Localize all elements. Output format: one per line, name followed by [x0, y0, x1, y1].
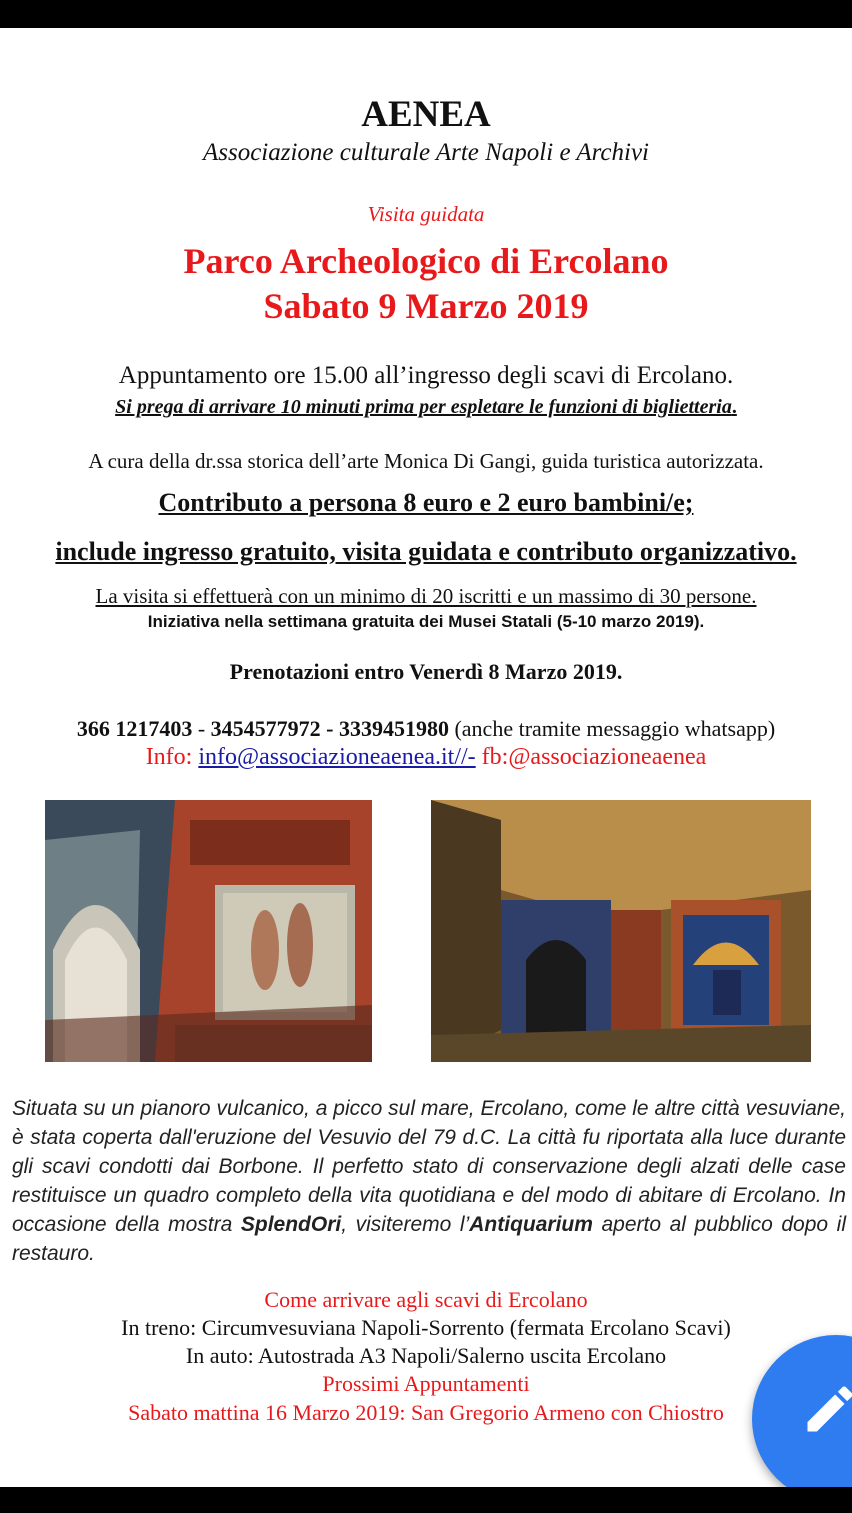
- facebook-handle: fb:@associazioneaenea: [475, 744, 707, 770]
- phone-separator: -: [320, 716, 339, 741]
- edit-pencil-icon: [800, 1379, 852, 1439]
- arrive-early-period: .: [731, 396, 737, 418]
- price-info: Contributo a persona 8 euro e 2 euro bambini/e;: [158, 488, 694, 517]
- booking-deadline: Prenotazioni entro Venerdì 8 Marzo 2019.: [229, 659, 623, 684]
- description-text-3: aperto al pubblico dopo il restauro.: [12, 1213, 846, 1265]
- phone-1[interactable]: 366 1217403: [76, 716, 193, 741]
- info-line: [0, 744, 852, 771]
- status-bar: [0, 0, 852, 28]
- includes-info: include ingresso gratuito, visita guidata e contributo organizzativo.: [55, 537, 797, 566]
- fresco-room-photo: [45, 800, 372, 1062]
- fresco-room-image: [45, 800, 372, 1062]
- org-name: AENEA: [361, 94, 491, 135]
- car-directions: In auto: Autostrada A3 Napoli/Salerno uscita Ercolano: [185, 1343, 667, 1368]
- phone-contacts: [0, 716, 852, 742]
- whatsapp-note: (anche tramite messaggio whatsapp): [448, 716, 776, 741]
- description-text: Situata su un pianoro vulcanico, a picco sul mare, Ercolano, come le altre città vesuviane, è stata coperta dall'eruzione del Vesuvio del 79 d.C. La città fu riportata alla luce durante gli scavi condotti dai Borbone. Il perfetto stato di conservazione degli alzati delle case restituisce un quadro completo della vita quotidiana e del modo di abitare di Ercolano. In occasione della mostra: [12, 1097, 846, 1236]
- event-kicker: Visita guidata: [367, 202, 485, 226]
- phone-3[interactable]: 3339451980: [338, 716, 449, 741]
- next-event: Sabato mattina 16 Marzo 2019: San Gregorio Armeno con Chiostro: [128, 1400, 724, 1425]
- phone-2[interactable]: 3454577972: [210, 716, 321, 741]
- mosaic-nymphaeum-photo: [431, 800, 811, 1062]
- info-label: Info:: [145, 744, 199, 770]
- arrive-early-text: Si prega di arrivare 10 minuti prima per espletare le funzioni di biglietteria: [115, 396, 732, 418]
- org-subtitle: Associazione culturale Arte Napoli e Archivi: [202, 139, 649, 166]
- event-title: Parco Archeologico di Ercolano: [183, 241, 669, 281]
- meeting-info: Appuntamento ore 15.00 all’ingresso degli scavi di Ercolano.: [118, 362, 734, 389]
- antiquarium-name: Antiquarium: [469, 1213, 593, 1236]
- event-date: Sabato 9 Marzo 2019: [263, 286, 589, 326]
- arrive-early-note: [0, 396, 852, 419]
- navigation-bar: [0, 1487, 852, 1513]
- email-link[interactable]: info@associazioneaenea.it//-: [198, 744, 476, 770]
- phone-separator: -: [192, 716, 211, 741]
- initiative-info: Iniziativa nella settimana gratuita dei Musei Statali (5-10 marzo 2019).: [147, 612, 705, 631]
- train-directions: In treno: Circumvesuviana Napoli-Sorrento (fermata Ercolano Scavi): [121, 1315, 731, 1340]
- participants-info: La visita si effettuerà con un minimo di 20 iscritti e un massimo di 30 persone.: [95, 584, 757, 608]
- mosaic-nymphaeum-image: [431, 800, 811, 1062]
- directions-heading: Come arrivare agli scavi di Ercolano: [264, 1287, 588, 1312]
- guide-info: A cura della dr.ssa storica dell’arte Monica Di Gangi, guida turistica autorizzata.: [88, 449, 764, 473]
- description-text-2: , visiteremo l’: [341, 1213, 470, 1236]
- next-events-heading: Prossimi Appuntamenti: [322, 1371, 530, 1396]
- site-description: [12, 1094, 846, 1268]
- exhibition-name: SplendOri: [240, 1213, 342, 1236]
